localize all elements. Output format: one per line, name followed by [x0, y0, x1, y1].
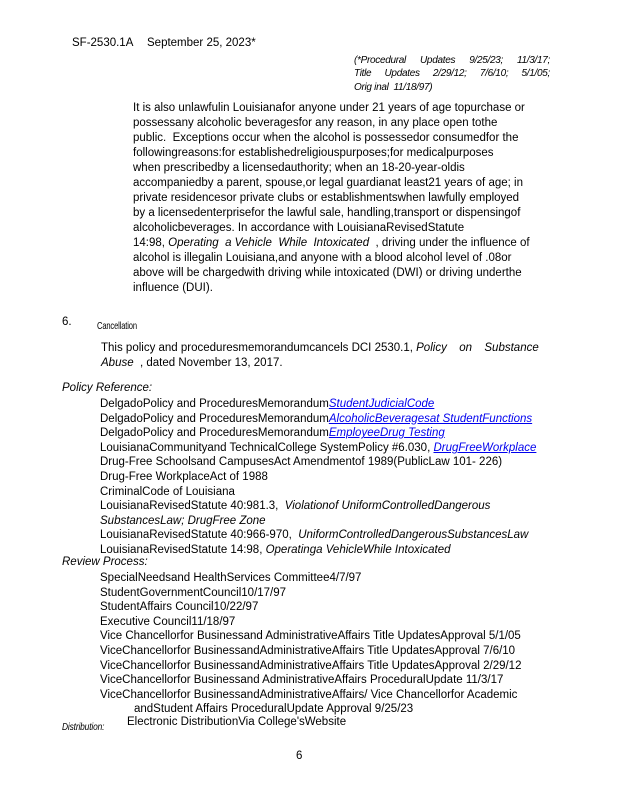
text-line	[354, 54, 550, 67]
text-run: 7/6/10;	[479, 68, 509, 80]
policy-link[interactable]: DrugFreeWorkplace	[433, 441, 537, 454]
text-run: This policy and proceduresmemorandumcancels DCI 2530.1,	[101, 342, 417, 354]
text-run: Updates	[384, 68, 420, 80]
text-line	[133, 116, 530, 131]
text-run: Policy on Substance	[416, 342, 539, 354]
text-line	[133, 281, 530, 296]
distribution-label	[62, 717, 115, 735]
text-run: Violationof UniformControlledDangerous	[284, 500, 491, 513]
text-line	[101, 341, 539, 356]
text-run: Vice Chancellorfor Businessand AdministrativeAffairs Title UpdatesApproval 5/1/05	[100, 630, 521, 643]
text-run: private residencesor private clubs or establishmentswhen lawfully employed	[133, 192, 520, 204]
text-run: Drug-Free Schoolsand CampusesAct Amendmentof 1989(PublicLaw 101- 226)	[100, 456, 503, 469]
text-run: (*Procedural	[354, 55, 406, 66]
text-run: when prescribedby a licensedauthority; when an 18-20-year-oldis	[133, 162, 465, 174]
text-run: 5/1/05;	[521, 68, 550, 80]
text-run: It is also unlawfulin Louisianafor anyone under 21 years of age topurchase or	[133, 102, 525, 114]
text-run: ViceChancellorfor BusinessandAdministrativeAffairs/ Vice Chancellorfor Academic	[100, 688, 518, 701]
text-line	[100, 673, 521, 688]
text-line	[100, 543, 536, 558]
text-run: influence (DUI).	[133, 282, 213, 294]
text-line	[133, 101, 530, 116]
text-run: SubstancesLaw; DrugFree Zone	[100, 514, 266, 527]
text-line	[100, 615, 521, 630]
page-number: 6	[296, 750, 303, 762]
text-line	[354, 67, 550, 80]
text-run: public. Exceptions occur when the alcohol is possessedor consumedfor the	[133, 132, 519, 144]
intro-paragraph	[133, 101, 530, 296]
text-run: DelgadoPolicy and ProceduresMemorandum	[100, 412, 329, 425]
text-run: Operatinga VehicleWhile Intoxicated	[265, 543, 451, 556]
text-line	[354, 81, 550, 94]
text-run: Orig inal 11/18/97)	[354, 81, 433, 93]
text-run: StudentGovernmentCouncil10/17/97	[100, 586, 287, 599]
text-run: Executive Council11/18/97	[100, 615, 236, 628]
text-line	[133, 251, 530, 266]
text-run: 9/25/23;	[469, 55, 503, 66]
text-run: LouisianaRevisedStatute 40:966-970,	[100, 529, 299, 542]
text-line	[100, 397, 536, 412]
text-line	[133, 146, 530, 161]
text-run: , dated November 13, 2017.	[133, 357, 283, 369]
text-line	[100, 528, 536, 543]
text-run: accompaniedby a parent, spouse,or legal guardianat least21 years of age; in	[133, 177, 523, 189]
text-line	[100, 644, 521, 659]
text-run: by a licensedenterprisefor the lawful sale, handling,transport or dispensingof	[133, 207, 521, 219]
text-line	[100, 586, 521, 601]
text-run: Drug-Free WorkplaceAct of 1988	[100, 470, 268, 483]
text-run: UniformControlledDangerousSubstancesLaw	[298, 529, 529, 542]
text-run: alcoholicbeverages. In accordance with LouisianaRevisedStatute	[133, 222, 465, 234]
text-run: above will be chargedwith driving while intoxicated (DWI) or driving underthe	[133, 267, 522, 279]
policy-reference-list	[100, 397, 536, 558]
text-line	[133, 266, 530, 281]
text-run: DelgadoPolicy and ProceduresMemorandum	[100, 427, 329, 440]
text-line	[133, 176, 530, 191]
doc-date: September 25, 2023*	[147, 37, 256, 49]
text-run: StudentAffairs Council10/22/97	[100, 601, 259, 614]
text-run: Abuse	[101, 357, 134, 369]
text-run: Title	[354, 68, 372, 80]
text-line	[100, 426, 536, 441]
text-line	[100, 470, 536, 485]
text-run: CriminalCode of Louisiana	[100, 485, 235, 498]
text-line	[101, 356, 539, 371]
text-line	[100, 441, 536, 456]
text-line	[100, 702, 521, 717]
text-line	[100, 659, 521, 674]
text-run: Updates	[420, 55, 456, 66]
text-run: followingreasons:for establishedreligiouspurposes;for medicalpurposes	[133, 147, 494, 159]
policy-link[interactable]: EmployeeDrug Testing	[328, 427, 445, 440]
cancellation-paragraph	[101, 341, 539, 371]
text-run: 11/3/17;	[516, 55, 550, 66]
text-line	[133, 191, 530, 206]
text-run: LouisianaRevisedStatute 40:981.3,	[100, 500, 285, 513]
text-line	[133, 131, 530, 146]
section-title-text: Cancellation	[97, 320, 137, 332]
doc-number: SF-2530.1A	[72, 37, 134, 49]
distribution-value: Electronic DistributionVia College'sWebsite	[127, 716, 347, 728]
text-run: ViceChancellorfor Businessand AdministrativeAffairs ProceduralUpdate 11/3/17	[100, 674, 504, 687]
text-run: 2/29/12;	[432, 68, 467, 80]
text-line	[133, 161, 530, 176]
text-run: alcohol is illegalin Louisiana,and anyone with a blood alcohol level of .08or	[133, 252, 512, 264]
text-line	[100, 688, 521, 703]
section-number: 6.	[62, 316, 72, 328]
policy-link[interactable]: StudentJudicialCode	[328, 398, 435, 410]
text-run: possessany alcoholic beveragesfor any reason, in any place open tothe	[133, 117, 498, 129]
review-process-list	[100, 571, 521, 717]
text-run: ViceChancellorfor BusinessandAdministrativeAffairs Title UpdatesApproval 2/29/12	[100, 659, 522, 672]
text-line	[100, 499, 536, 514]
text-line	[100, 600, 521, 615]
revision-note	[354, 54, 550, 94]
text-line	[133, 221, 530, 236]
text-line	[100, 455, 536, 470]
policy-reference-label: Policy Reference:	[62, 382, 153, 394]
text-line	[100, 514, 536, 529]
policy-link[interactable]: AlcoholicBeveragesat StudentFunctions	[328, 412, 533, 425]
section-title	[97, 316, 152, 334]
text-run: 14:98,	[133, 237, 169, 249]
review-process-label: Review Process:	[62, 556, 148, 568]
text-line	[100, 629, 521, 644]
text-line	[133, 236, 530, 251]
text-run: Operating a Vehicle While Intoxicated	[168, 237, 370, 249]
text-line	[133, 206, 530, 221]
text-run: LouisianaRevisedStatute 14:98,	[100, 543, 266, 556]
text-line	[100, 571, 521, 586]
text-line	[100, 485, 536, 500]
distribution-label-text: Distribution:	[62, 721, 105, 733]
text-line	[100, 412, 536, 427]
text-run: andStudent Affairs ProceduralUpdate Approval 9/25/23	[134, 703, 414, 716]
text-run: LouisianaCommunityand TechnicalCollege SystemPolicy #6.030,	[100, 441, 434, 454]
text-run: DelgadoPolicy and ProceduresMemorandum	[100, 398, 329, 410]
text-run: , driving under the influence of	[369, 237, 530, 249]
text-run: ViceChancellorfor BusinessandAdministrativeAffairs Title UpdatesApproval 7/6/10	[100, 644, 516, 657]
text-run: SpecialNeedsand HealthServices Committee4/7/97	[100, 572, 362, 584]
